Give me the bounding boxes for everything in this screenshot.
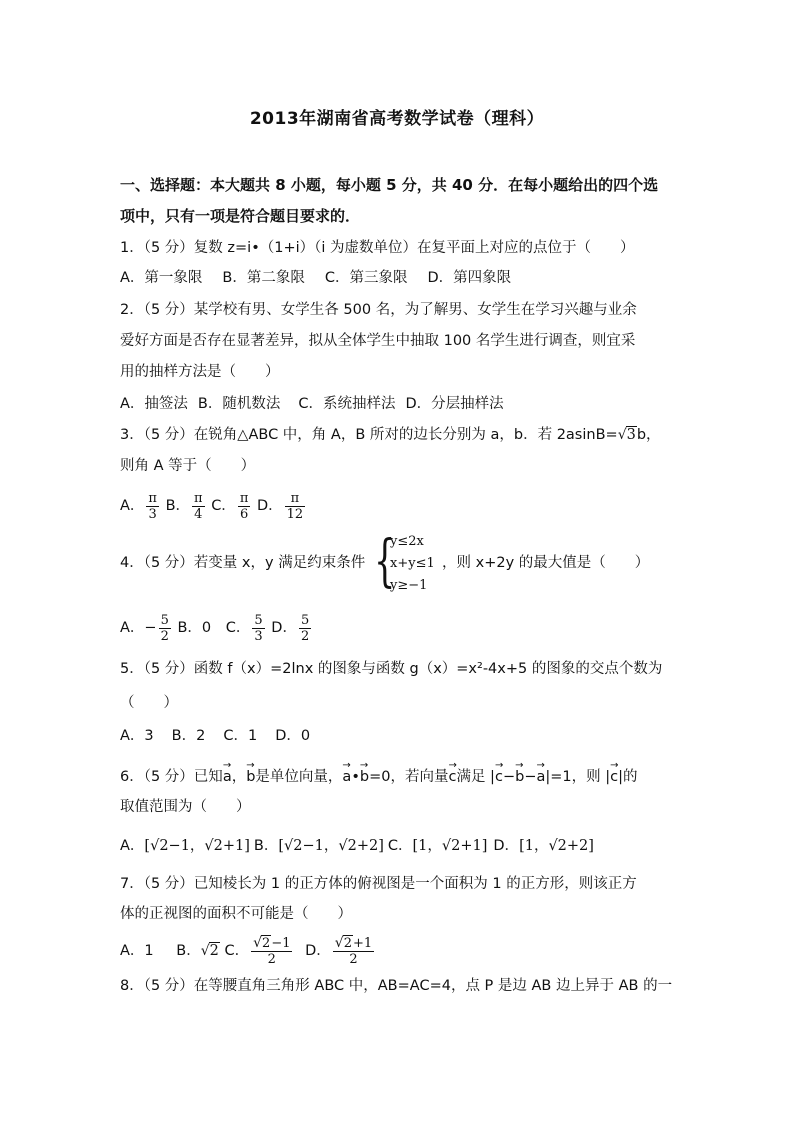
frac-num: π — [148, 490, 157, 506]
q6-stem-line1 — [120, 766, 638, 787]
q7-stem-line1: 7．（5 分）已知棱长为 1 的正方体的俯视图是一个面积为 1 的正方形，则该正方 — [120, 876, 637, 892]
frac-den: 3 — [148, 506, 157, 522]
frac-num: π — [239, 490, 249, 506]
frac-num: π — [194, 490, 203, 506]
q6-options — [120, 836, 594, 856]
q6-option-c-label: C． — [387, 838, 413, 854]
section-heading-line1: 一、选择题：本大题共 8 小题，每小题 5 分，共 40 分．在每小题给出的四个选 — [120, 176, 659, 194]
q2-option-c: C．系统抽样法 — [298, 396, 396, 412]
page-title: 2013年湖南省高考数学试卷（理科） — [249, 109, 545, 129]
vector-a: → a — [223, 766, 232, 784]
frac-den: 2 — [160, 628, 169, 644]
q4-option-b-label: B． — [177, 620, 202, 636]
q7-option-b-value: √2 — [200, 943, 219, 959]
q4-option-b-value: 0 — [201, 620, 212, 636]
frac-den: 3 — [254, 628, 263, 644]
q7-option-c-value — [251, 936, 292, 967]
q1-option-c: C．第三象限 — [324, 270, 408, 286]
q6-text-6: 满足 | — [456, 769, 495, 785]
q1-stem: 1．（5 分）复数 z=i•（1+i）（i 为虚数单位）在复平面上对应的点位于（ ） — [120, 240, 635, 256]
q8-stem-line1: 8．（5 分）在等腰直角三角形 ABC 中，AB=AC=4，点 P 是边 AB 边上异于 AB 的一 — [120, 978, 673, 994]
vector-a: → a — [342, 766, 351, 784]
q3-option-d-value — [285, 491, 306, 522]
q5-stem-line1: 5．（5 分）函数 f（x）=2lnx 的图象与函数 g（x）=x²-4x+5 的图象的交点个数为 — [120, 661, 663, 677]
q7-option-a-label: A． — [120, 943, 145, 959]
frac-num: 5 — [254, 612, 263, 628]
q1-options — [120, 268, 511, 288]
q6-option-d-label: D． — [493, 838, 520, 854]
q7-stem-line2: 体的正视图的面积不可能是（ ） — [120, 906, 352, 922]
constraint-3: y≥−1 — [390, 578, 428, 593]
vector-b: → b — [360, 766, 369, 784]
q7-option-a-value: 1 — [144, 943, 154, 959]
q6-text-3: 是单位向量， — [255, 769, 343, 785]
frac-den: 2 — [300, 628, 310, 644]
q6-option-a-label: A． — [120, 838, 145, 854]
q6-option-d-value: [1，√2+2] — [519, 838, 594, 854]
q5-option-d: D．0 — [275, 728, 311, 744]
minus-operator: − — [502, 769, 516, 785]
sqrt-radicand: 2 — [343, 935, 352, 951]
q4-stem-lead: 4．（5 分）若变量 x，y 满足约束条件 — [120, 555, 366, 571]
q5-option-b: B．2 — [171, 728, 206, 744]
q4-option-d-value — [299, 613, 311, 644]
q4-option-a-sign: − — [144, 620, 157, 636]
frac-num-tail: −1 — [271, 935, 291, 951]
sqrt-3-radicand: 3 — [626, 427, 636, 443]
q2-option-d: D．分层抽样法 — [405, 396, 504, 412]
q7-option-c-label: C． — [224, 943, 250, 959]
q3-stem-line1 — [120, 425, 661, 445]
sqrt-radicand: 2 — [209, 943, 219, 959]
q6-option-b-label: B． — [253, 838, 279, 854]
frac-num: 5 — [300, 612, 310, 628]
frac-num-tail: +1 — [352, 935, 373, 951]
dot-operator: • — [351, 769, 360, 785]
q3-option-d-label: D． — [256, 498, 283, 514]
q6-text-1: 6．（5 分）已知 — [120, 769, 223, 785]
q6-option-b-value: [√2−1，√2+2] — [278, 838, 384, 854]
q5-option-c: C．1 — [223, 728, 258, 744]
q3-option-b-value — [192, 491, 205, 522]
frac-den: 6 — [239, 506, 249, 522]
q3-option-a-value — [146, 491, 159, 522]
q1-option-a: A．第一象限 — [120, 270, 203, 286]
q7-option-b-label: B． — [176, 943, 201, 959]
q4-option-d-label: D． — [271, 620, 297, 636]
q2-options — [120, 394, 504, 414]
frac-num: √2+1 — [334, 934, 373, 951]
q6-text-5: =0，若向量 — [369, 769, 449, 785]
vector-c: → c — [448, 766, 456, 784]
q2-stem-line3: 用的抽样方法是（ ） — [120, 364, 280, 380]
frac-den: 12 — [286, 506, 304, 522]
sqrt-3: √3 — [617, 427, 636, 443]
frac-den: 2 — [349, 951, 358, 967]
q6-text-2: ， — [231, 769, 247, 785]
q2-option-b: B．随机数法 — [197, 396, 281, 412]
q6-text-9: |=1，则 | — [545, 769, 611, 785]
q4-option-a-label: A． — [120, 620, 145, 636]
q2-option-a: A．抽签法 — [120, 396, 188, 412]
frac-den: 2 — [267, 951, 276, 967]
q4-options — [120, 612, 313, 644]
frac-num: √2−1 — [253, 934, 291, 951]
q7-option-d-label: D． — [305, 943, 331, 959]
q4-option-c-value — [252, 613, 264, 644]
constraint-brace: { — [374, 529, 396, 594]
q2-stem-line2: 爱好方面是否存在显著差异，拟从全体学生中抽取 100 名学生进行调查，则宜采 — [120, 333, 636, 349]
q5-options — [120, 726, 310, 746]
frac-den: 4 — [194, 506, 203, 522]
frac-num: π — [285, 491, 306, 507]
vector-b: → b — [515, 766, 524, 784]
q7-options — [120, 935, 376, 967]
q3-option-a-label: A． — [120, 498, 145, 514]
q6-stem-line2: 取值范围为（ ） — [120, 799, 251, 815]
q5-stem-line2: （ ） — [120, 695, 178, 711]
q5-option-a: A．3 — [120, 728, 154, 744]
vector-a: → a — [536, 766, 545, 784]
q3-stem-line2: 则角 A 等于（ ） — [120, 458, 256, 474]
q3-stem-tail: b， — [636, 427, 661, 443]
constraint-1: y≤2x — [390, 534, 424, 549]
q1-option-b: B．第二象限 — [222, 270, 305, 286]
vector-c: → c — [610, 766, 618, 784]
vector-c: → c — [495, 766, 503, 784]
section-heading-line2: 项中，只有一项是符合题目要求的． — [120, 207, 361, 225]
q1-option-d: D．第四象限 — [427, 270, 512, 286]
q4-stem-tail: ，则 x+2y 的最大值是（ ） — [442, 555, 650, 571]
constraint-2: x+y≤1 — [390, 556, 435, 571]
q3-options — [120, 490, 307, 522]
vector-b: → b — [246, 766, 255, 784]
q4-option-a-value — [159, 613, 171, 644]
sqrt-radicand: 2 — [262, 935, 271, 951]
q7-option-d-value — [333, 936, 374, 967]
q3-option-c-label: C． — [211, 498, 236, 514]
q4-option-c-label: C． — [225, 620, 251, 636]
frac-num: 5 — [160, 612, 169, 628]
minus-operator: − — [524, 769, 537, 785]
q6-text-10: |的 — [618, 769, 638, 785]
q3-option-b-label: B． — [165, 498, 191, 514]
q3-stem-text: 3．（5 分）在锐角△ABC 中，角 A，B 所对的边长分别为 a，b．若 2asinB= — [120, 427, 618, 443]
q6-option-c-value: [1，√2+1] — [412, 838, 488, 854]
q3-option-c-value — [238, 491, 251, 522]
constraint-system — [390, 531, 435, 597]
q2-stem-line1: 2．（5 分）某学校有男、女学生各 500 名，为了解男、女学生在学习兴趣与业余 — [120, 302, 637, 318]
q6-option-a-value: [√2−1，√2+1] — [144, 838, 250, 854]
